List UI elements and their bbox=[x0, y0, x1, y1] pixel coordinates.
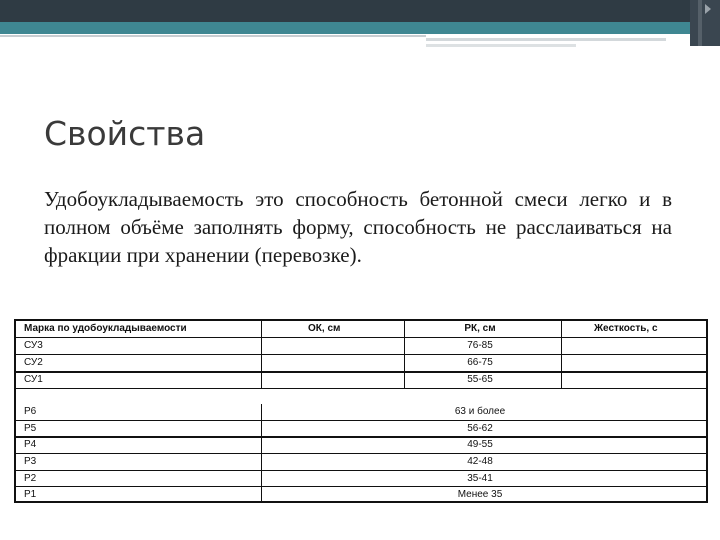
table-grid-line bbox=[16, 470, 706, 471]
table-cell: Р5 bbox=[24, 423, 37, 434]
table-cell: 63 и более bbox=[454, 406, 506, 417]
table-grid-line bbox=[16, 337, 706, 338]
table-grid-line bbox=[561, 321, 562, 388]
table-cell: Р4 bbox=[24, 439, 37, 450]
table-cell: 66-75 bbox=[467, 357, 493, 368]
table-cell: 55-65 bbox=[467, 374, 493, 385]
table-cell: 35-41 bbox=[467, 473, 493, 484]
table-grid-line bbox=[16, 420, 706, 421]
play-arrow-icon bbox=[705, 4, 711, 14]
table-grid-line bbox=[261, 321, 262, 388]
decor-line bbox=[426, 44, 576, 47]
table-row bbox=[16, 338, 706, 354]
table-cell: 56-62 bbox=[467, 423, 493, 434]
table-header-cell: ОК, см bbox=[308, 323, 341, 334]
table-grid-line bbox=[16, 371, 706, 373]
table-row bbox=[16, 421, 706, 437]
table-row bbox=[16, 372, 706, 388]
table-header-cell: Марка по удобоукладываемости bbox=[24, 323, 187, 334]
table-grid-line bbox=[16, 436, 706, 438]
table-header-cell: РК, см bbox=[464, 323, 496, 334]
table-cell: СУ3 bbox=[24, 340, 43, 351]
decor-line bbox=[0, 35, 426, 37]
slide-title: Свойства bbox=[44, 114, 206, 153]
header-bar-accent bbox=[0, 22, 690, 34]
table-cell: Р6 bbox=[24, 406, 37, 417]
table-row bbox=[16, 355, 706, 371]
table-cell: СУ1 bbox=[24, 374, 43, 385]
table-cell: СУ2 bbox=[24, 357, 43, 368]
table-header-cell: Жесткость, с bbox=[594, 323, 658, 334]
table-row bbox=[16, 454, 706, 470]
table-row bbox=[16, 404, 706, 420]
table-cell: 49-55 bbox=[467, 439, 493, 450]
table-grid-line bbox=[261, 404, 262, 501]
table-row bbox=[16, 471, 706, 487]
decor-line bbox=[426, 38, 666, 41]
table-grid-line bbox=[16, 453, 706, 454]
table-cell: 42-48 bbox=[467, 456, 493, 467]
table-row bbox=[16, 437, 706, 453]
table-grid-line bbox=[16, 388, 706, 389]
table-grid-line bbox=[16, 354, 706, 355]
table-cell: Менее 35 bbox=[457, 489, 503, 500]
table-cell: Р1 bbox=[24, 489, 37, 500]
table-row bbox=[16, 487, 706, 503]
table-cell: Р3 bbox=[24, 456, 37, 467]
header-bar-dark bbox=[0, 0, 720, 22]
table-header-row bbox=[16, 321, 706, 337]
header-bar-divider bbox=[698, 0, 702, 46]
table-grid-line bbox=[404, 321, 405, 388]
slide-body-text: Удобоукладываемость это способность бетонной смеси легко и в полном объёме заполнять форму, способность не расслаиваться на фракции при хранении (перевозке). bbox=[44, 187, 672, 267]
table-cell: Р2 bbox=[24, 473, 37, 484]
workability-table bbox=[14, 319, 708, 503]
table-grid-line bbox=[16, 486, 706, 487]
table-cell: 76-85 bbox=[467, 340, 493, 351]
